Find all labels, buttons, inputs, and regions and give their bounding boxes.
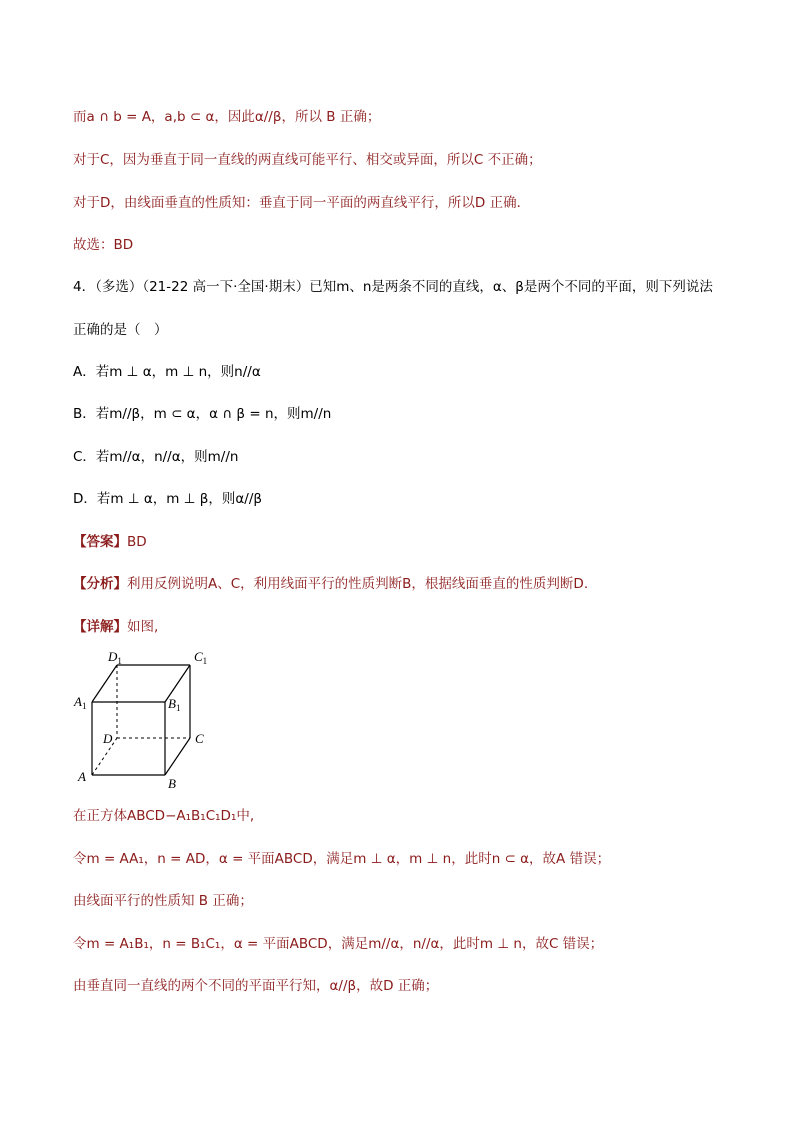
solution-line-3: 对于D，由线面垂直的性质知：垂直于同一平面的两直线平行，所以D 正确． [73,195,531,211]
edge-A1D1 [92,665,117,702]
solution-step-5: 由垂直同一直线的两个不同的平面平行知，α//β，故D 正确； [73,978,439,994]
option-b: B．若m//β，m ⊂ α，α ∩ β = n，则m//n [73,406,332,422]
edge-BC [165,738,190,775]
label-A: A [78,769,86,784]
label-C: C [195,731,204,746]
solution-conclusion: 故选：BD [73,237,134,253]
label-C1: $C_1$ [194,649,208,666]
analysis-tag: 【分析】 [73,576,127,592]
solution-line-2: 对于C，因为垂直于同一直线的两直线可能平行、相交或异面，所以C 不正确； [73,152,542,168]
answer-tag: 【答案】 [73,534,127,550]
option-d: D．若m ⊥ α，m ⊥ β，则α//β [73,491,263,507]
label-B1: $B_1$ [168,696,181,713]
detail-text: 如图, [127,619,159,635]
detail-line [73,617,158,637]
question-stem: 4．（多选）（21-22 高一下·全国·期末）已知m、n是两条不同的直线，α、β是两个不同的平面，则下列说法 [73,279,713,295]
option-c: C．若m//α，n//α，则m//n [73,449,239,465]
label-D: D [103,731,113,746]
question-stem-end: 正确的是（ ） [73,322,168,338]
solution-step-3: 由线面平行的性质知 B 正确； [73,893,253,909]
cube-figure [70,645,220,795]
solution-step-2: 令m = AA₁，n = AD，α = 平面ABCD，满足m ⊥ α，m ⊥ n，此时n ⊂ α，故A 错误； [73,851,611,867]
solution-step-1: 在正方体ABCD−A₁B₁C₁D₁中, [73,808,255,824]
answer-value: BD [127,534,147,550]
option-a: A．若m ⊥ α，m ⊥ n，则n//α [73,364,261,380]
solution-step-4: 令m = A₁B₁，n = B₁C₁，α = 平面ABCD，满足m//α，n//α，此时m ⊥ n，故C 错误； [73,936,604,952]
label-B: B [168,776,176,791]
label-A1: $A_1$ [74,694,87,711]
analysis-text: 利用反例说明A、C，利用线面平行的性质判断B，根据线面垂直的性质判断D. [127,576,589,592]
detail-tag: 【详解】 [73,619,127,635]
analysis-line [73,574,588,594]
label-D1: $D_1$ [108,649,122,666]
answer-line [73,532,147,552]
solution-line-1: 而a ∩ b = A，a,b ⊂ α，因此α//β，所以 B 正确； [73,109,381,125]
